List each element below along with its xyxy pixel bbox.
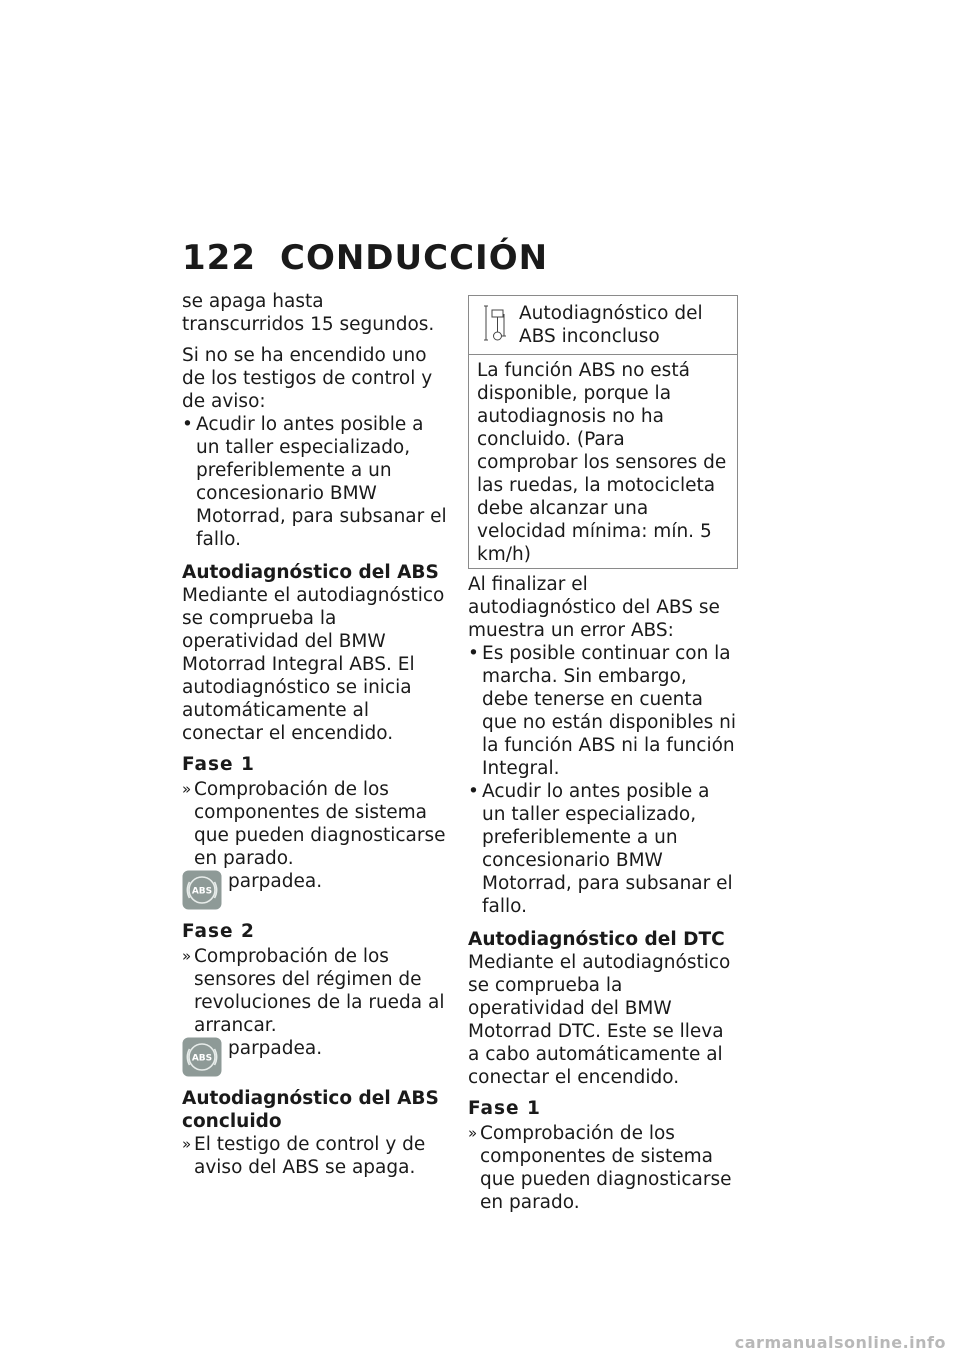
list-item xyxy=(468,642,738,780)
section-heading-dtc-selftest: Autodiagnóstico del DTC xyxy=(468,929,725,950)
right-column xyxy=(468,290,738,1214)
arrow-icon: » xyxy=(468,1124,478,1142)
list-item-text: El testigo de control y de aviso del ABS se apaga. xyxy=(194,1134,426,1178)
intro-text: se apaga hasta transcurridos 15 segundos. xyxy=(182,291,435,335)
bullet-icon: • xyxy=(468,643,479,664)
bullet-icon: • xyxy=(182,414,193,435)
indicator-text: parpadea. xyxy=(228,871,323,892)
list-item-text: Comprobación de los componentes de sistema que pueden diagnosticarse en parado. xyxy=(194,779,446,869)
bullet-icon: • xyxy=(468,781,479,802)
page-number: 122 xyxy=(182,238,256,278)
dtc-selftest-text: Mediante el autodiagnóstico se comprueba la operatividad del BMW Motorrad DTC. Este se lleva a cabo automáticamente al conectar el encendido. xyxy=(468,952,731,1088)
phase-1-heading: Fase 1 xyxy=(182,754,255,775)
section-heading-abs-selftest: Autodiagnóstico del ABS xyxy=(182,562,439,583)
abs-error-text: Al finalizar el autodiagnóstico del ABS se muestra un error ABS: xyxy=(468,574,720,641)
page-header xyxy=(182,238,548,278)
abs-warning-icon xyxy=(182,870,222,910)
list-item-text: Acudir lo antes posible a un taller especializado, preferiblemente a un concesionario BMW Motorrad, para subsanar el fallo. xyxy=(196,414,447,550)
list-item xyxy=(468,1122,738,1214)
list-item xyxy=(182,778,450,870)
notice-body: La función ABS no está disponible, porque la autodiagnosis no ha concluido. (Para comprobar los sensores de las ruedas, la motocicleta debe alcanzar una velocidad mínima: mín. 5 km/h) xyxy=(477,360,727,565)
list-item-text: Comprobación de los sensores del régimen de revoluciones de la rueda al arrancar. xyxy=(194,946,445,1036)
list-item-text: Acudir lo antes posible a un taller especializado, preferiblemente a un concesionario BMW Motorrad, para subsanar el fallo. xyxy=(482,781,733,917)
list-item xyxy=(182,413,450,551)
notice-box-header xyxy=(469,296,737,355)
abs-warning-icon xyxy=(182,1037,222,1077)
list-item xyxy=(182,1133,450,1179)
abs-selftest-text: Mediante el autodiagnóstico se comprueba la operatividad del BMW Motorrad Integral ABS. El autodiagnóstico se inicia automáticamente al conectar el encendido. xyxy=(182,585,445,744)
list-item-text: Es posible continuar con la marcha. Sin embargo, debe tenerse en cuenta que no están disponibles ni la función ABS ni la función Integral. xyxy=(482,643,736,779)
watermark: carmanualsonline.info xyxy=(734,1333,946,1352)
section-heading-abs-concluded: Autodiagnóstico del ABS concluido xyxy=(182,1088,439,1132)
left-column xyxy=(182,290,450,1179)
abs-indicator-row xyxy=(182,1037,450,1077)
caution-tool-icon xyxy=(481,302,507,346)
list-item-text: Comprobación de los componentes de sistema que pueden diagnosticarse en parado. xyxy=(480,1123,732,1213)
arrow-icon: » xyxy=(182,1135,192,1153)
section-title: CONDUCCIÓN xyxy=(280,238,549,278)
phase-1-heading: Fase 1 xyxy=(468,1098,541,1119)
notice-title: Autodiagnóstico del ABS inconcluso xyxy=(519,303,703,347)
list-item xyxy=(468,780,738,918)
indicator-text: parpadea. xyxy=(228,1038,323,1059)
list-item xyxy=(182,945,450,1037)
phase-2-heading: Fase 2 xyxy=(182,921,255,942)
arrow-icon: » xyxy=(182,947,192,965)
abs-icon-label: ABS xyxy=(191,1053,213,1064)
notice-box xyxy=(468,295,738,569)
abs-icon-label: ABS xyxy=(191,886,213,897)
warning-text: Si no se ha encendido uno de los testigos de control y de aviso: xyxy=(182,345,433,412)
arrow-icon: » xyxy=(182,780,192,798)
abs-indicator-row xyxy=(182,870,450,910)
